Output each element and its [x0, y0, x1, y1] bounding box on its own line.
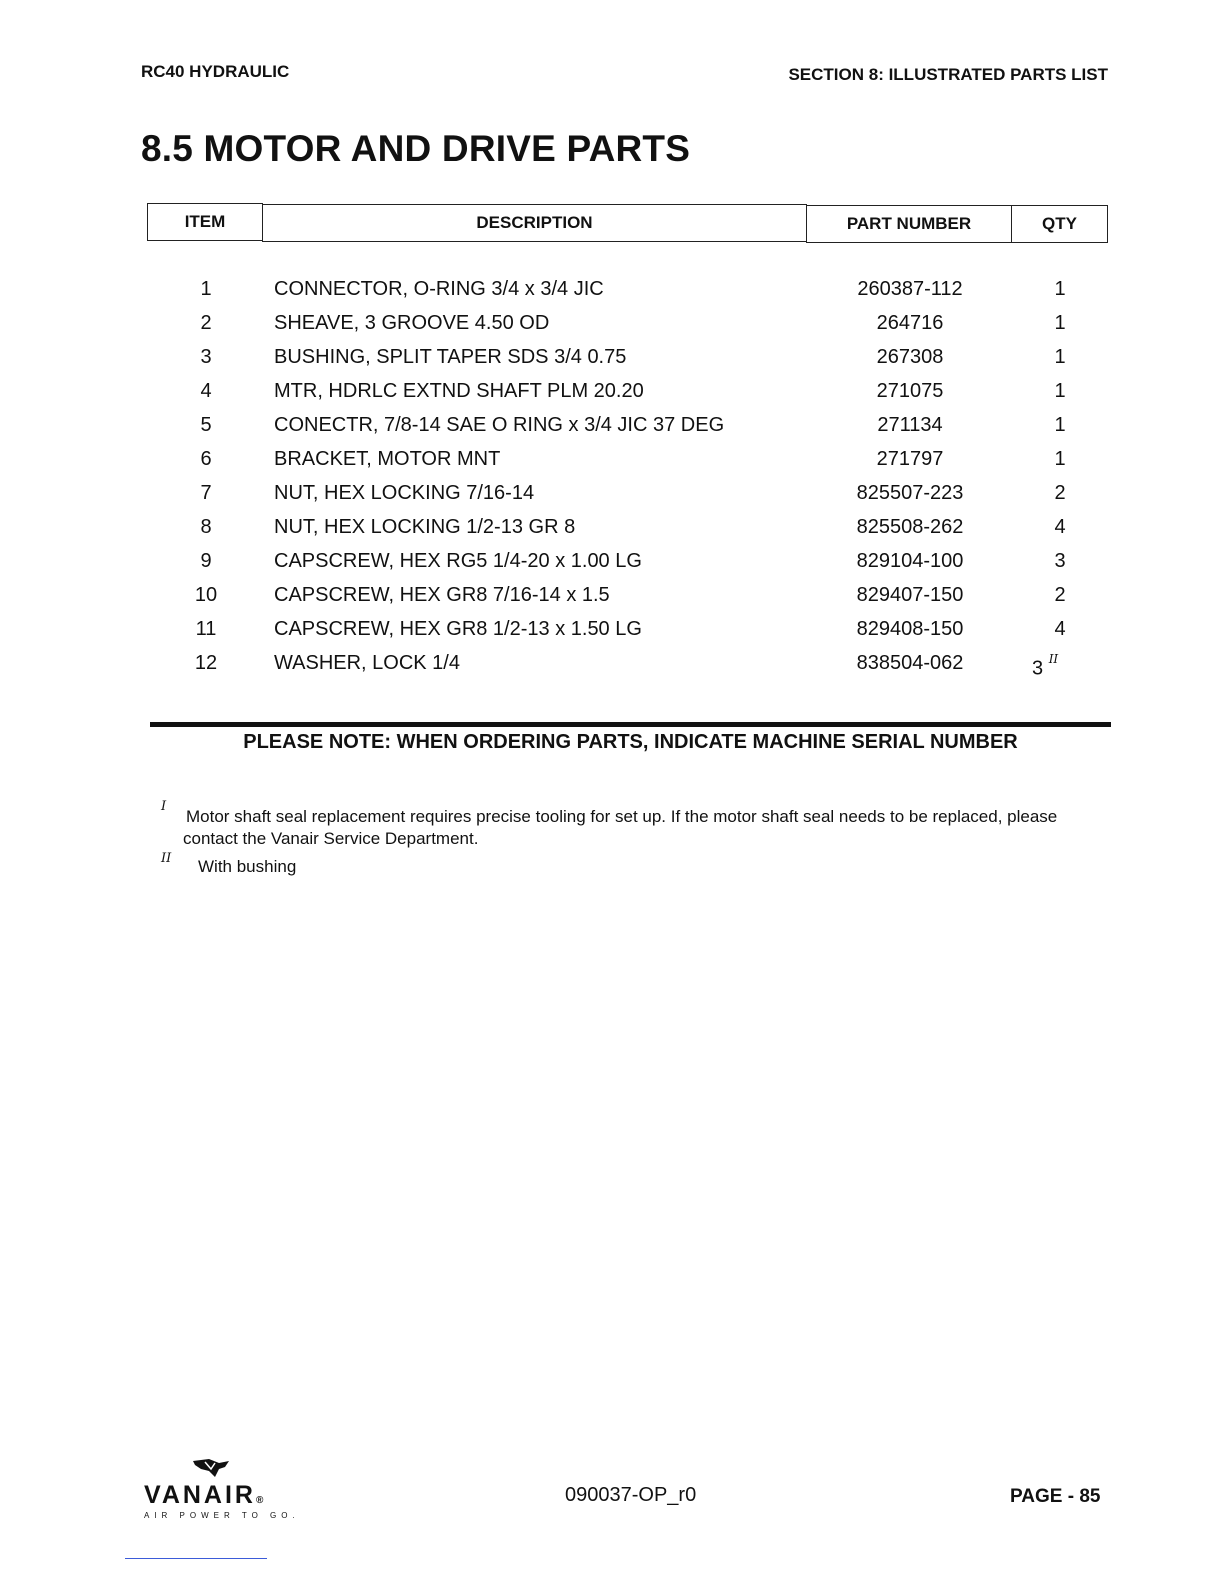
- part-number: 260387-112: [857, 278, 963, 300]
- item-description: CONECTR, 7/8-14 SAE O RING x 3/4 JIC 37 DEG: [274, 414, 725, 436]
- quantity: 1: [1054, 278, 1066, 300]
- quantity: 1: [1054, 346, 1066, 368]
- quantity: 1: [1054, 448, 1066, 470]
- page-title: 8.5 MOTOR AND DRIVE PARTS: [141, 128, 691, 169]
- item-number: 8: [200, 516, 212, 538]
- item-description: SHEAVE, 3 GROOVE 4.50 OD: [274, 312, 550, 334]
- footnote-mark: II: [161, 851, 172, 866]
- logo-tagline: AIR POWER TO GO.: [144, 1511, 300, 1520]
- page-number: PAGE - 85: [1010, 1486, 1101, 1507]
- table-row: [0, 618, 1224, 652]
- registered-mark: ®: [255, 1495, 264, 1506]
- part-number: 825507-223: [856, 482, 964, 504]
- quantity: 1: [1054, 414, 1066, 436]
- footnote-mark: I: [161, 799, 167, 814]
- column-header-part-number: PART NUMBER: [806, 205, 1012, 243]
- item-description: WASHER, LOCK 1/4: [274, 652, 460, 674]
- part-number: 825508-262: [856, 516, 964, 538]
- item-number: 7: [200, 482, 212, 504]
- item-number: 6: [200, 448, 212, 470]
- item-description: BUSHING, SPLIT TAPER SDS 3/4 0.75: [274, 346, 627, 368]
- quantity: [1032, 652, 1059, 681]
- header-right: SECTION 8: ILLUSTRATED PARTS LIST: [788, 65, 1108, 84]
- part-number: 271797: [876, 448, 944, 470]
- item-number: 10: [194, 584, 218, 606]
- table-row: [0, 414, 1224, 448]
- part-number: 829408-150: [856, 618, 964, 640]
- column-header-description: DESCRIPTION: [262, 204, 807, 242]
- table-row: [0, 346, 1224, 380]
- logo-emblem-icon: [189, 1455, 235, 1481]
- table-row: [0, 482, 1224, 516]
- table-row: [0, 584, 1224, 618]
- item-number: 11: [195, 618, 217, 640]
- logo-word: VANAIR: [144, 1481, 256, 1509]
- logo-wordmark: [144, 1481, 304, 1510]
- item-number: 4: [200, 380, 212, 402]
- divider-rule: [150, 722, 1111, 727]
- part-number: 271134: [877, 414, 943, 436]
- table-row: [0, 278, 1224, 312]
- part-number: 271075: [876, 380, 944, 402]
- quantity: 1: [1054, 312, 1066, 334]
- bottom-link-line: [125, 1558, 267, 1559]
- item-description: BRACKET, MOTOR MNT: [274, 448, 501, 470]
- table-row: [0, 448, 1224, 482]
- part-number: 267308: [876, 346, 944, 368]
- quantity: 4: [1054, 618, 1066, 640]
- table-row: [0, 516, 1224, 550]
- quantity-value: 3: [1032, 657, 1044, 680]
- footnote-text: With bushing: [198, 857, 297, 876]
- quantity: 3: [1054, 550, 1066, 572]
- table-row: [0, 550, 1224, 584]
- quantity: 2: [1054, 584, 1066, 606]
- item-description: CONNECTOR, O-RING 3/4 x 3/4 JIC: [274, 278, 604, 300]
- footnote-text: Motor shaft seal replacement requires precise tooling for set up. If the motor shaft seal needs to be replaced, please: [186, 807, 1058, 826]
- table-row: [0, 380, 1224, 414]
- part-number: 264716: [876, 312, 944, 334]
- item-description: CAPSCREW, HEX GR8 1/2-13 x 1.50 LG: [274, 618, 642, 640]
- item-number: 3: [200, 346, 212, 368]
- item-number: 5: [200, 414, 212, 436]
- footnote-reference: II: [1048, 652, 1059, 666]
- header-left: RC40 HYDRAULIC: [141, 62, 290, 81]
- item-description: CAPSCREW, HEX RG5 1/4-20 x 1.00 LG: [274, 550, 642, 572]
- quantity: 4: [1054, 516, 1066, 538]
- item-description: CAPSCREW, HEX GR8 7/16-14 x 1.5: [274, 584, 610, 606]
- vanair-logo: [144, 1455, 304, 1520]
- table-row: [0, 652, 1224, 686]
- item-description: NUT, HEX LOCKING 7/16-14: [274, 482, 535, 504]
- part-number: 829407-150: [856, 584, 964, 606]
- document-number: 090037-OP_r0: [565, 1484, 697, 1506]
- part-number: 829104-100: [856, 550, 964, 572]
- quantity: 1: [1054, 380, 1066, 402]
- footnote-text-continued: contact the Vanair Service Department.: [183, 829, 479, 848]
- ordering-note: PLEASE NOTE: WHEN ORDERING PARTS, INDICATE MACHINE SERIAL NUMBER: [243, 731, 1018, 753]
- column-header-qty: QTY: [1011, 205, 1108, 243]
- item-number: 9: [200, 550, 212, 572]
- column-header-item: ITEM: [147, 203, 263, 241]
- item-description: NUT, HEX LOCKING 1/2-13 GR 8: [274, 516, 576, 538]
- part-number: 838504-062: [856, 652, 964, 674]
- item-number: 2: [200, 312, 212, 334]
- quantity: 2: [1054, 482, 1066, 504]
- table-row: [0, 312, 1224, 346]
- item-number: 1: [200, 278, 212, 300]
- item-number: 12: [194, 652, 218, 674]
- item-description: MTR, HDRLC EXTND SHAFT PLM 20.20: [274, 380, 644, 402]
